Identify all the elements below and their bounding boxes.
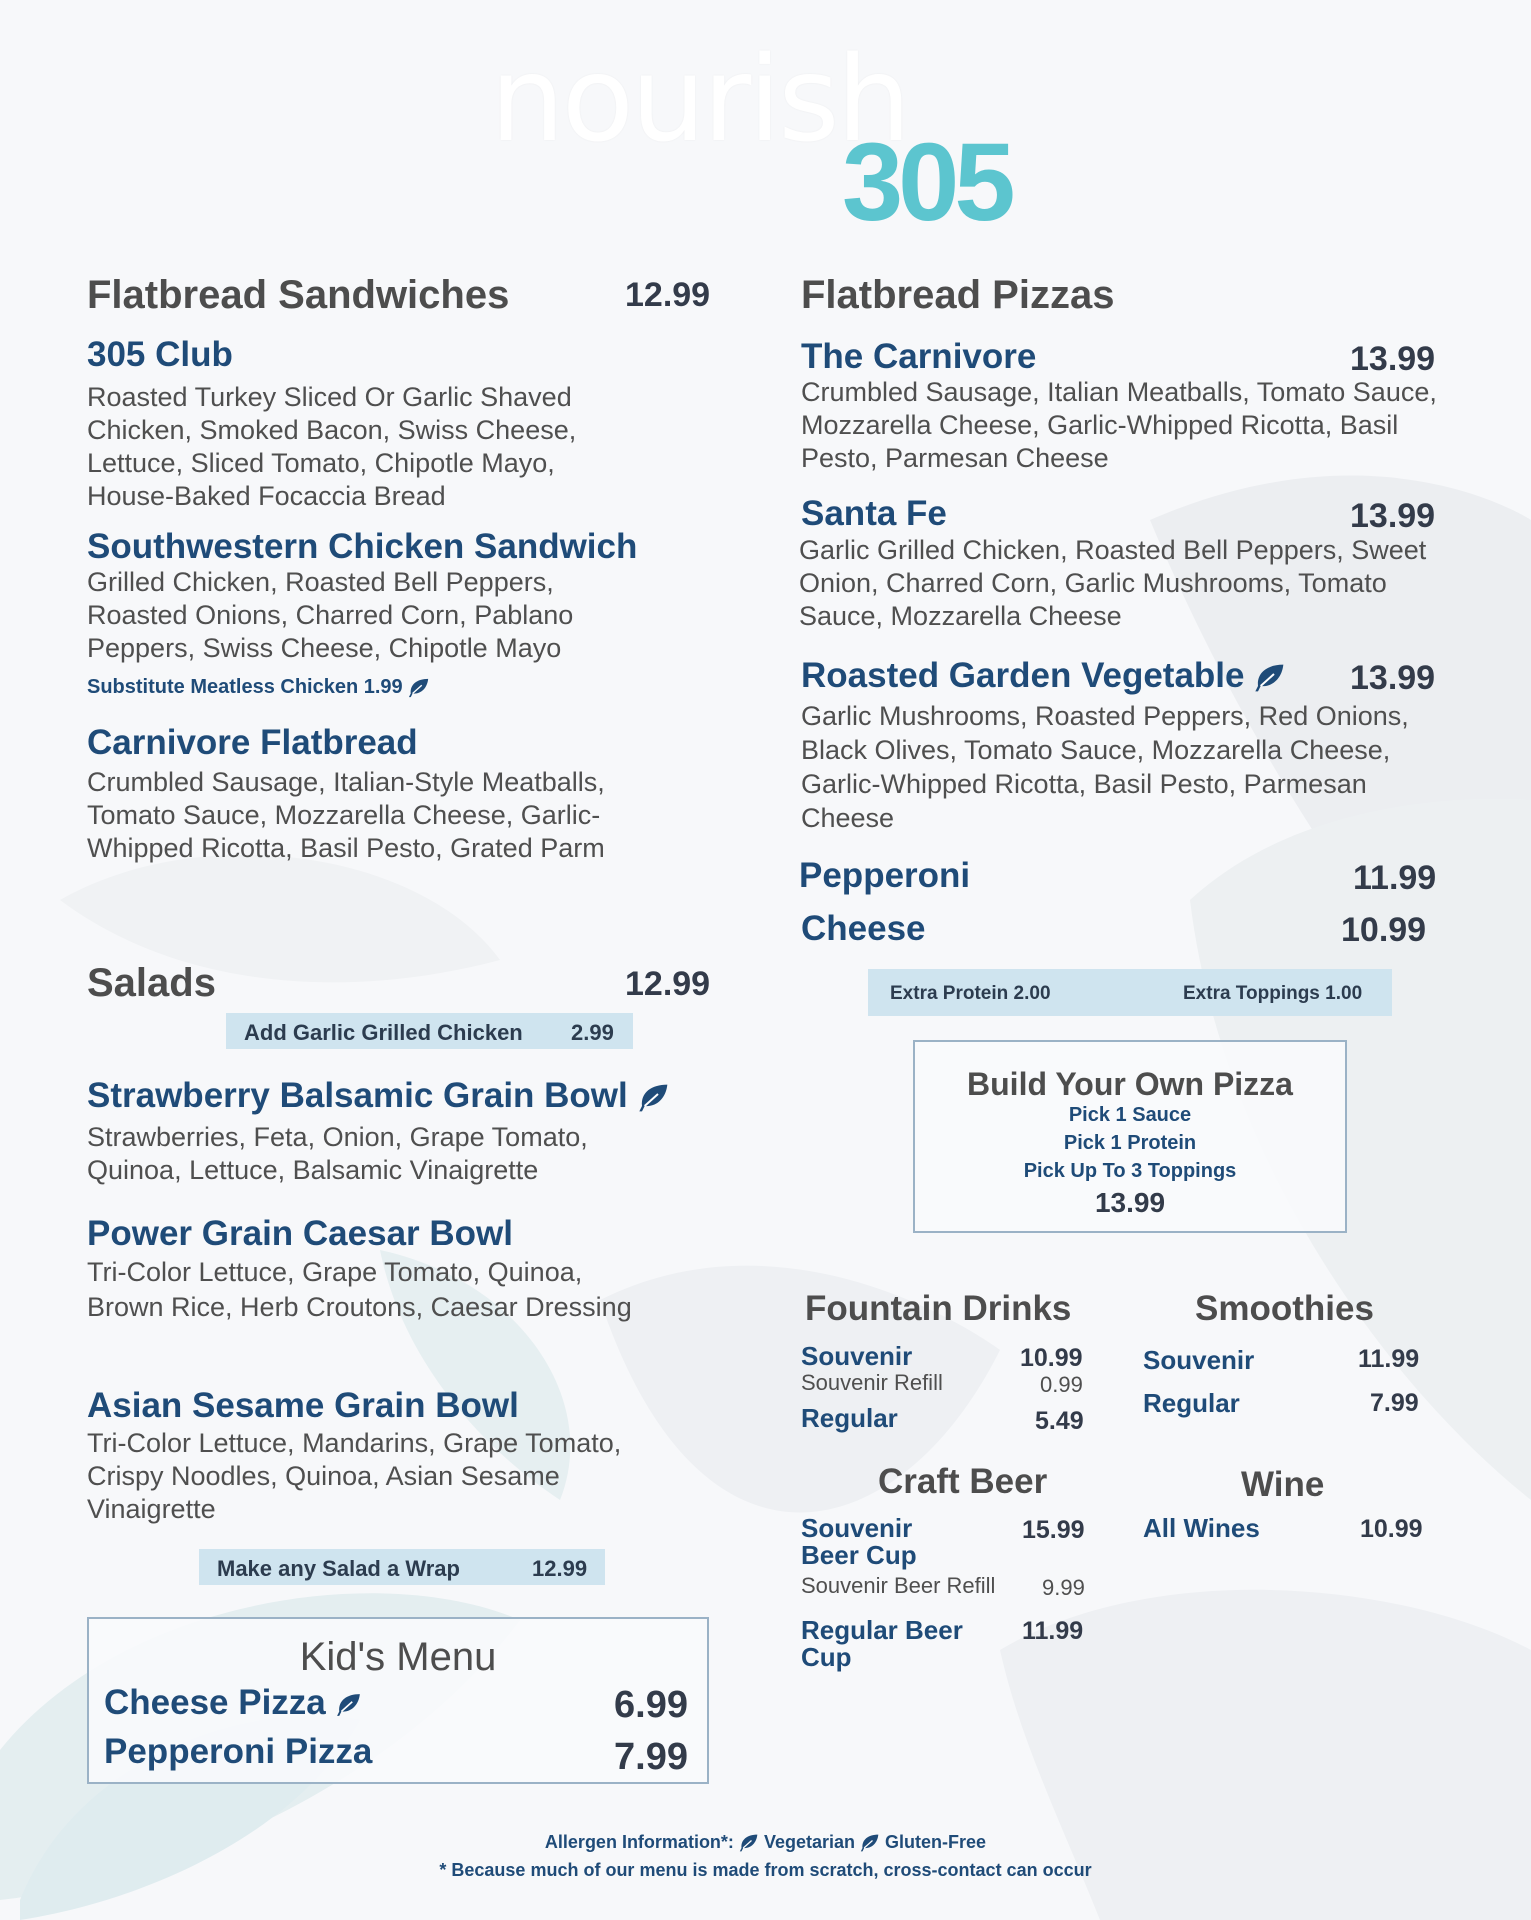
section-title-fountain: Fountain Drinks	[805, 1289, 1072, 1328]
item-name: Cheese	[801, 909, 926, 948]
allergen-label: Allergen Information*:	[544, 1832, 734, 1852]
item-name: Asian Sesame Grain Bowl	[87, 1386, 519, 1425]
gluten-free-label: Gluten-Free	[885, 1832, 987, 1852]
beer-price: 11.99	[1022, 1617, 1084, 1645]
item-description: Crumbled Sausage, Italian-Style Meatballs, Tomato Sauce, Mozzarella Cheese, Garlic-Whipped Ricotta, Basil Pesto, Grated Parm	[87, 767, 605, 863]
item-description: Grilled Chicken, Roasted Bell Peppers, Roasted Onions, Charred Corn, Pablano Peppers, Swiss Cheese, Chipotle Mayo	[87, 567, 574, 663]
beer-name-line: Cup	[801, 1642, 852, 1672]
leaf-icon	[860, 1833, 880, 1853]
addon-price: 2.99	[571, 1020, 614, 1045]
vegetarian-label: Vegetarian	[763, 1832, 856, 1852]
leaf-icon	[408, 677, 430, 699]
drink-price: 5.49	[1035, 1407, 1084, 1435]
extra-protein: Extra Protein 2.00	[890, 983, 1051, 1004]
kids-menu-box	[87, 1617, 709, 1784]
beer-price: 15.99	[1022, 1516, 1085, 1544]
drink-price: 11.99	[1358, 1345, 1420, 1373]
substitute-note-text: Substitute Meatless Chicken 1.99	[87, 676, 403, 698]
item-price: 11.99	[1353, 859, 1437, 897]
item-description: Tri-Color Lettuce, Grape Tomato, Quinoa, Brown Rice, Herb Croutons, Caesar Dressing	[87, 1257, 632, 1322]
kids-item-name-with-leaf	[104, 1685, 362, 1720]
leaf-icon	[336, 1692, 362, 1718]
build-step: Pick 1 Protein	[1063, 1132, 1197, 1154]
wrap-label: Make any Salad a Wrap	[217, 1556, 460, 1581]
item-description: Tri-Color Lettuce, Mandarins, Grape Tomato, Crispy Noodles, Quinoa, Asian Sesame Vinaigrette	[87, 1428, 622, 1524]
beer-name-line: Beer Cup	[801, 1540, 917, 1570]
item-price: 13.99	[1350, 659, 1436, 697]
item-name: Power Grain Caesar Bowl	[87, 1214, 513, 1253]
section-title-salads: Salads	[87, 961, 216, 1005]
item-name: Roasted Garden Vegetable	[801, 656, 1245, 695]
beer-price: 9.99	[1042, 1575, 1085, 1600]
item-description: Strawberries, Feta, Onion, Grape Tomato, Quinoa, Lettuce, Balsamic Vinaigrette	[87, 1122, 588, 1185]
build-step: Pick 1 Sauce	[1068, 1104, 1192, 1126]
section-title-beer: Craft Beer	[878, 1462, 1048, 1501]
addon-bar	[226, 1013, 633, 1049]
item-description: Roasted Turkey Sliced Or Garlic Shaved Chicken, Smoked Bacon, Swiss Cheese, Lettuce, Sliced Tomato, Chipotle Mayo, House-Baked Focaccia Bread	[87, 382, 577, 511]
wine-price: 10.99	[1360, 1515, 1423, 1543]
item-description: Crumbled Sausage, Italian Meatballs, Tomato Sauce, Mozzarella Cheese, Garlic-Whipped Ricotta, Basil Pesto, Parmesan Cheese	[801, 377, 1437, 473]
build-title: Build Your Own Pizza	[967, 1066, 1293, 1102]
salads-price: 12.99	[625, 965, 711, 1003]
drink-price: 7.99	[1370, 1389, 1419, 1417]
item-price: 10.99	[1341, 911, 1427, 949]
section-title-sandwiches: Flatbread Sandwiches	[87, 273, 510, 317]
drink-name: Souvenir Refill	[801, 1370, 943, 1395]
item-price: 13.99	[1350, 340, 1436, 378]
item-description: Garlic Mushrooms, Roasted Peppers, Red Onions, Black Olives, Tomato Sauce, Mozzarella Cheese, Garlic-Whipped Ricotta, Basil Pesto, Parmesan Cheese	[801, 701, 1409, 833]
logo-number: 305	[842, 121, 1011, 244]
beer-name	[801, 1515, 917, 1569]
leaf-icon	[739, 1833, 759, 1853]
build-step: Pick Up To 3 Toppings	[1023, 1160, 1237, 1182]
item-name: Southwestern Chicken Sandwich	[87, 527, 638, 566]
logo-wordmark: nourish	[490, 30, 909, 168]
item-name-with-leaf	[87, 1078, 670, 1114]
kids-item-name: Pepperoni Pizza	[104, 1732, 373, 1771]
drink-name: Regular	[1143, 1388, 1240, 1418]
substitute-note	[87, 676, 430, 699]
section-title-pizzas: Flatbread Pizzas	[801, 273, 1115, 317]
beer-name	[801, 1617, 963, 1671]
drink-price: 10.99	[1020, 1344, 1083, 1372]
section-title-wine: Wine	[1241, 1465, 1325, 1504]
allergen-legend	[0, 1832, 1531, 1853]
kids-item-price: 6.99	[614, 1684, 688, 1726]
build-price: 13.99	[1094, 1187, 1166, 1218]
drink-name: Regular	[801, 1403, 898, 1433]
item-name: Strawberry Balsamic Grain Bowl	[87, 1076, 628, 1115]
addon-label: Add Garlic Grilled Chicken	[244, 1020, 523, 1045]
leaf-icon	[1254, 662, 1286, 694]
item-name: The Carnivore	[801, 337, 1037, 376]
extras-bar	[868, 969, 1392, 1016]
drink-name: Souvenir	[1143, 1345, 1255, 1375]
item-description: Garlic Grilled Chicken, Roasted Bell Peppers, Sweet Onion, Charred Corn, Garlic Mushrooms, Tomato Sauce, Mozzarella Cheese	[799, 535, 1427, 631]
kids-menu-title: Kid's Menu	[299, 1635, 497, 1679]
section-title-smoothies: Smoothies	[1195, 1289, 1374, 1328]
beer-name: Souvenir Beer Refill	[801, 1573, 996, 1598]
item-name-with-leaf	[801, 658, 1286, 694]
wrap-price: 12.99	[532, 1556, 588, 1581]
extra-toppings: Extra Toppings 1.00	[1183, 983, 1363, 1004]
item-price: 13.99	[1350, 497, 1436, 535]
beer-name-line: Regular Beer	[801, 1615, 963, 1645]
item-name: Carnivore Flatbread	[87, 723, 418, 762]
beer-name-line: Souvenir	[801, 1513, 913, 1543]
wine-name: All Wines	[1143, 1513, 1260, 1543]
drink-price: 0.99	[1040, 1372, 1083, 1397]
kids-item-price: 7.99	[614, 1736, 688, 1778]
sandwiches-price: 12.99	[625, 276, 711, 314]
item-name: Santa Fe	[801, 494, 947, 533]
kids-item-name: Cheese Pizza	[104, 1683, 326, 1722]
cross-contact-disclaimer: * Because much of our menu is made from scratch, cross-contact can occur	[439, 1860, 1092, 1880]
leaf-icon	[638, 1082, 670, 1114]
item-name: 305 Club	[87, 335, 233, 374]
item-name: Pepperoni	[799, 856, 971, 895]
drink-name: Souvenir	[801, 1341, 913, 1371]
wrap-bar	[199, 1549, 605, 1585]
build-your-own-box	[913, 1040, 1347, 1233]
